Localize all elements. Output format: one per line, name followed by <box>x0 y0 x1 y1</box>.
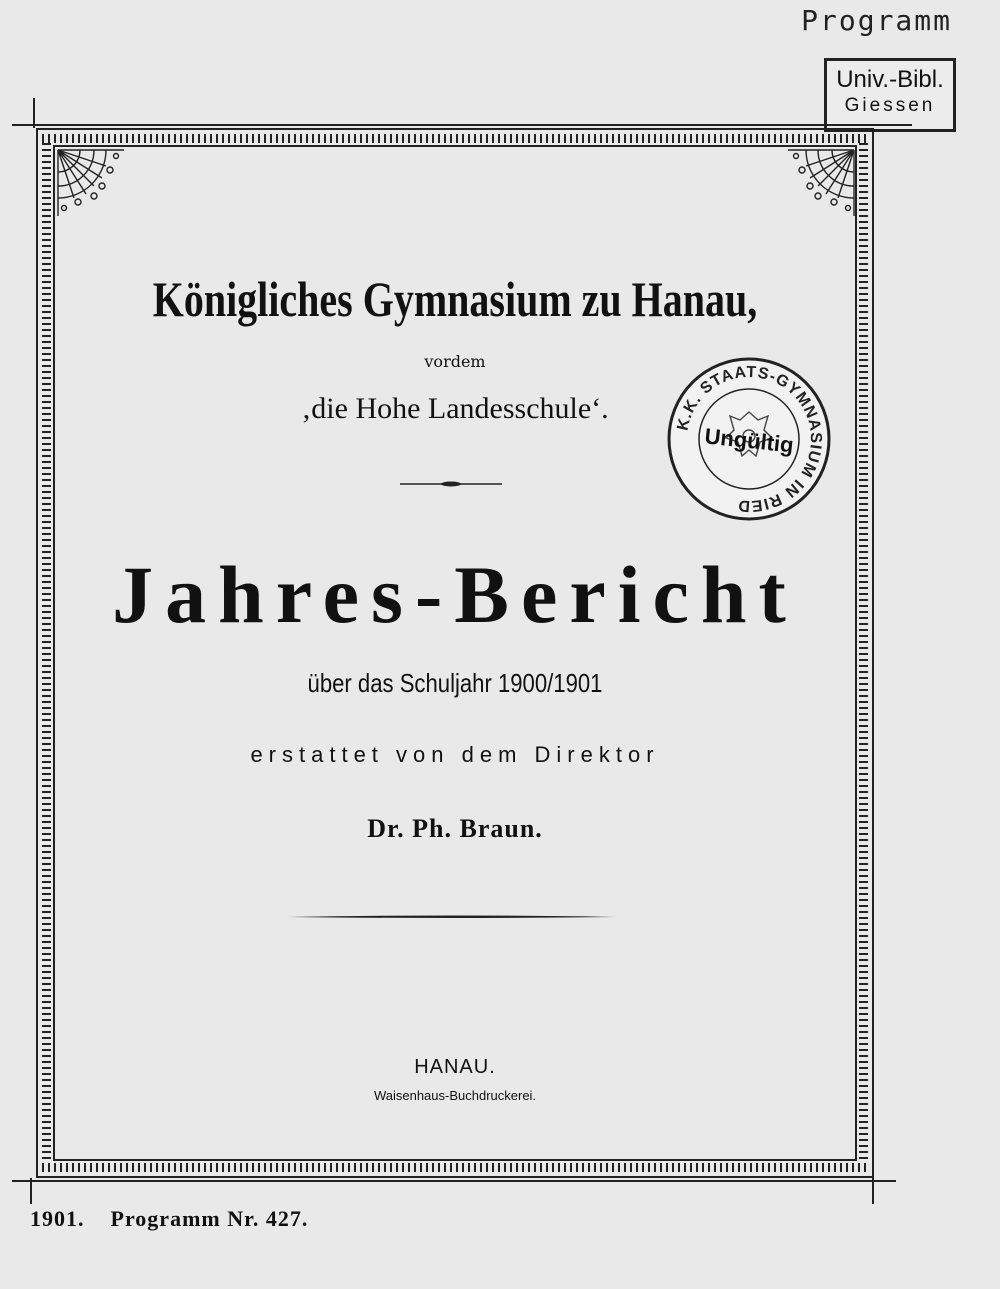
library-stamp-line1: Univ.-Bibl. <box>836 66 944 93</box>
report-title: Jahres-Bericht <box>112 549 798 640</box>
registration-tick <box>872 1178 874 1204</box>
library-stamp <box>824 58 956 132</box>
divider-rule <box>60 912 850 922</box>
corner-ornament-icon <box>56 148 126 218</box>
imprint-city: HANAU. <box>414 1056 496 1078</box>
program-number: Programm Nr. 427. <box>110 1206 309 1231</box>
presented-by-line: erstattet von dem Direktor <box>250 742 660 767</box>
library-stamp-line2: Giessen <box>844 95 936 116</box>
school-name: Königliches Gymnasium zu Hanau, <box>152 271 758 327</box>
seal-ring-text: K.K. STAATS-GYMNASIUM IN RIED <box>674 363 825 515</box>
institution-seal-stamp <box>666 356 832 522</box>
program-year: 1901. <box>30 1206 85 1231</box>
vordem-label: vordem <box>424 352 486 371</box>
registration-line <box>12 1180 896 1182</box>
director-name: Dr. Ph. Braun. <box>367 814 543 843</box>
imprint-printer: Waisenhaus-Buchdruckerei. <box>373 1088 537 1103</box>
corner-ornament-icon <box>786 148 856 218</box>
program-footer <box>30 1206 334 1232</box>
registration-line <box>12 124 912 126</box>
former-school-name: ‚die Hohe Landesschule‘. <box>301 392 609 425</box>
school-year-line: über das Schuljahr 1900/1901 <box>307 668 603 698</box>
seal-overprint: Ungültig <box>703 423 795 458</box>
top-stamp-label: Programm <box>801 4 952 37</box>
